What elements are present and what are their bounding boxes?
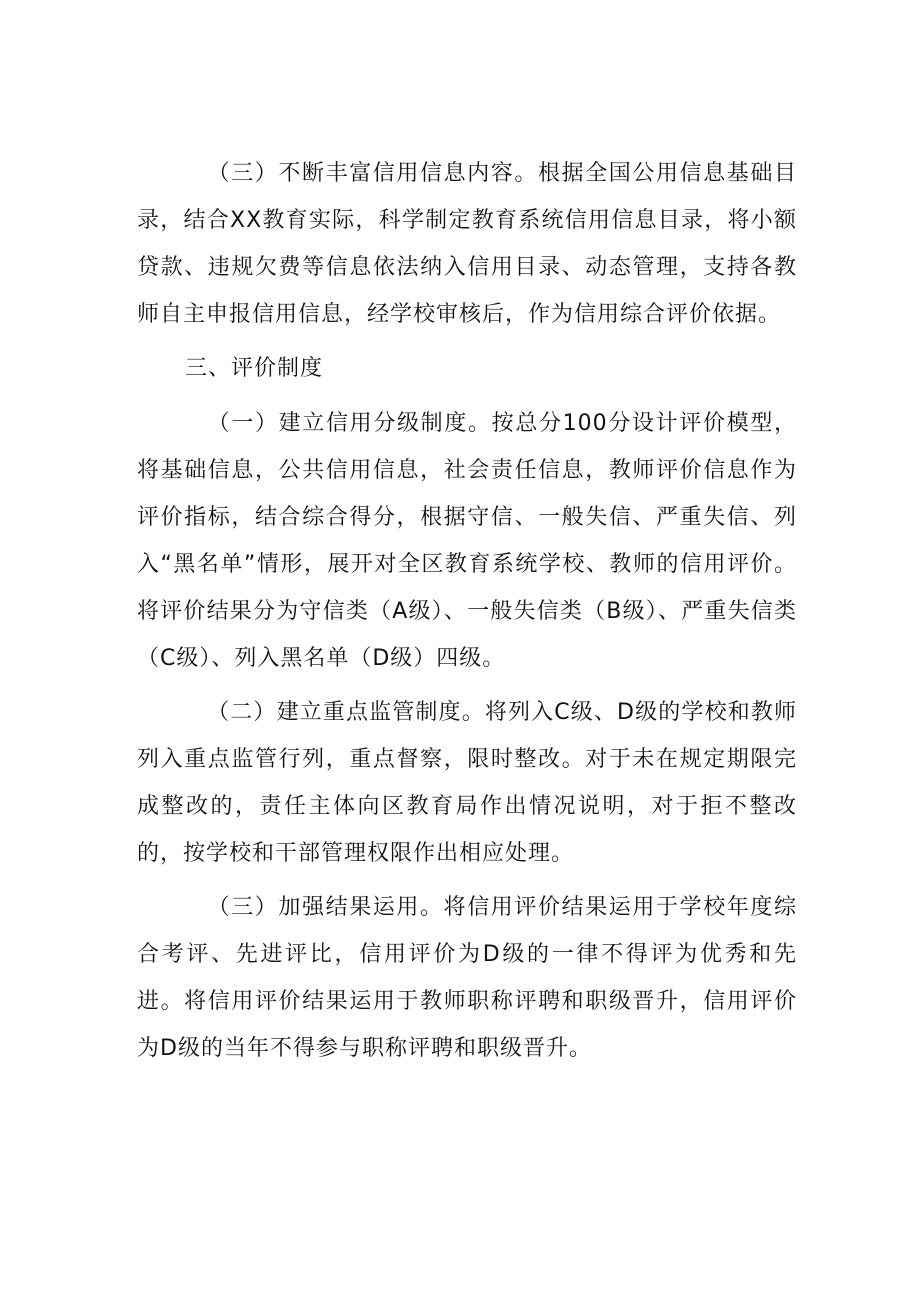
paragraph-text: （三）不断丰富信用信息内容。根据全国公用信息基础目录，结合XX教育实际，科学制定教育系统信用信息目录，将小额贷款、违规欠费等信息依法纳入信用目录、动态管理，支持各教师自主申报信用信息，经学校审核后，作为信用综合评价依据。 bbox=[137, 161, 797, 327]
paragraph-text: （二）建立重点监管制度。将列入C级、D级的学校和教师列入重点监管行列，重点督察，限时整改。对于未在规定期限完成整改的，责任主体向区教育局作出情况说明，对于拒不整改的，按学校和干部管理权限作出相应处理。 bbox=[137, 700, 797, 866]
paragraph-result-application bbox=[137, 884, 797, 1072]
paragraph-credit-grading bbox=[137, 400, 797, 682]
paragraph-credit-info-content bbox=[137, 150, 797, 338]
paragraph-text: （三）加强结果运用。将信用评价结果运用于学校年度综合考评、先进评比，信用评价为D级的一律不得评为优秀和先进。将信用评价结果运用于教师职称评聘和职级晋升，信用评价为D级的当年不得参与职称评聘和职级晋升。 bbox=[137, 895, 797, 1061]
document-body bbox=[137, 150, 797, 1072]
paragraph-key-supervision bbox=[137, 689, 797, 877]
section-heading-evaluation-system: 三、评价制度 bbox=[185, 356, 324, 381]
paragraph-text: （一）建立信用分级制度。按总分100分设计评价模型，将基础信息，公共信用信息，社会责任信息，教师评价信息作为评价指标，结合综合得分，根据守信、一般失信、严重失信、列入“黑名单”情形，展开对全区教育系统学校、教师的信用评价。将评价结果分为守信类（A级）、一般失信类（B级）、严重失信类（C级）、列入黑名单（D级）四级。 bbox=[137, 411, 797, 671]
